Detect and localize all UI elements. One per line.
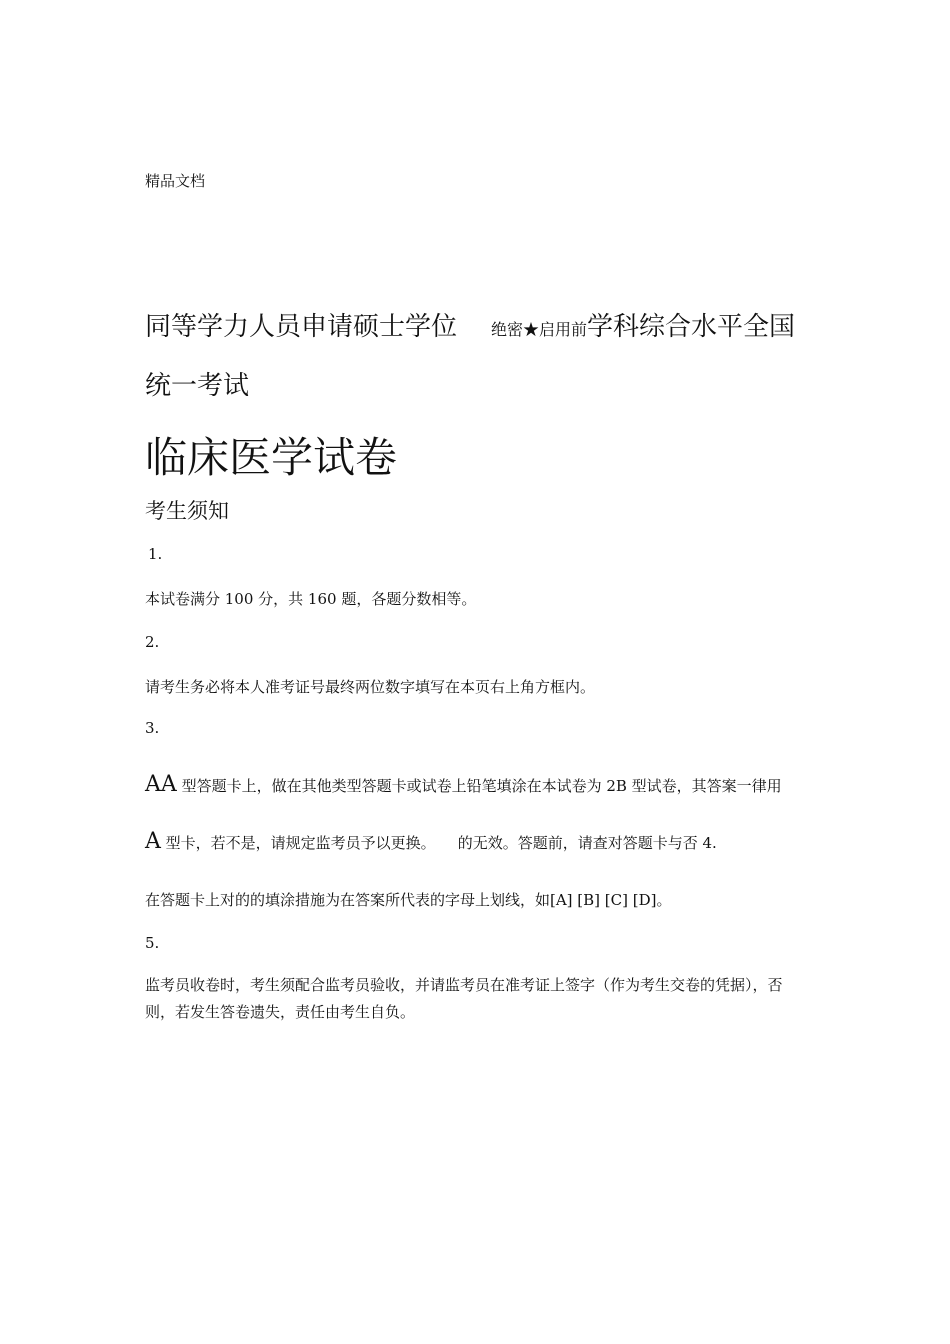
item-3-line1 [145, 772, 782, 797]
item-3-big-label: AA [145, 772, 177, 797]
item-3-line2-text-a: 型卡，若不是，请规定监考员予以更换。 [165, 834, 436, 852]
exam-title-part1: 同等学力人员申请硕士学位 [145, 312, 458, 342]
item-4-text: 在答题卡上对的的填涂措施为在答案所代表的字母上划线，如[A] [B] [C] [D]。 [145, 891, 672, 909]
item-3b-big-label: A [145, 829, 161, 854]
item-number-3: 3. [145, 719, 160, 737]
exam-title-line2: 统一考试 [145, 371, 250, 401]
notice-heading: 考生须知 [145, 499, 229, 523]
exam-title-part2: 学科综合水平全国 [587, 312, 796, 342]
item-3-line1-text: 型答题卡上，做在其他类型答题卡或试卷上铅笔填涂在本试卷为 2B 型试卷，其答案一律用 [181, 777, 782, 795]
header-note: 精品文档 [145, 172, 206, 190]
item-number-2: 2. [145, 633, 160, 651]
item-3-line2 [145, 829, 717, 854]
confidential-label: 绝密★启用前 [491, 320, 588, 339]
item-5-text: 监考员收卷时，考生须配合监考员验收，并请监考员在准考证上签字（作为考生交卷的凭据），否则，若发生答卷遗失，责任由考生自负。 [145, 976, 783, 1021]
item-3-line2-text-b: 的无效。答题前，请查对答题卡与否 4. [457, 834, 717, 852]
exam-title-line1 [145, 306, 795, 343]
item-number-1: 1. [148, 545, 163, 563]
item-number-5: 5. [145, 934, 160, 952]
subject-title: 临床医学试卷 [145, 433, 398, 482]
item-2-text: 请考生务必将本人准考证号最终两位数字填写在本页右上角方框内。 [145, 678, 596, 696]
item-1-text: 本试卷满分 100 分，共 160 题，各题分数相等。 [145, 590, 477, 608]
